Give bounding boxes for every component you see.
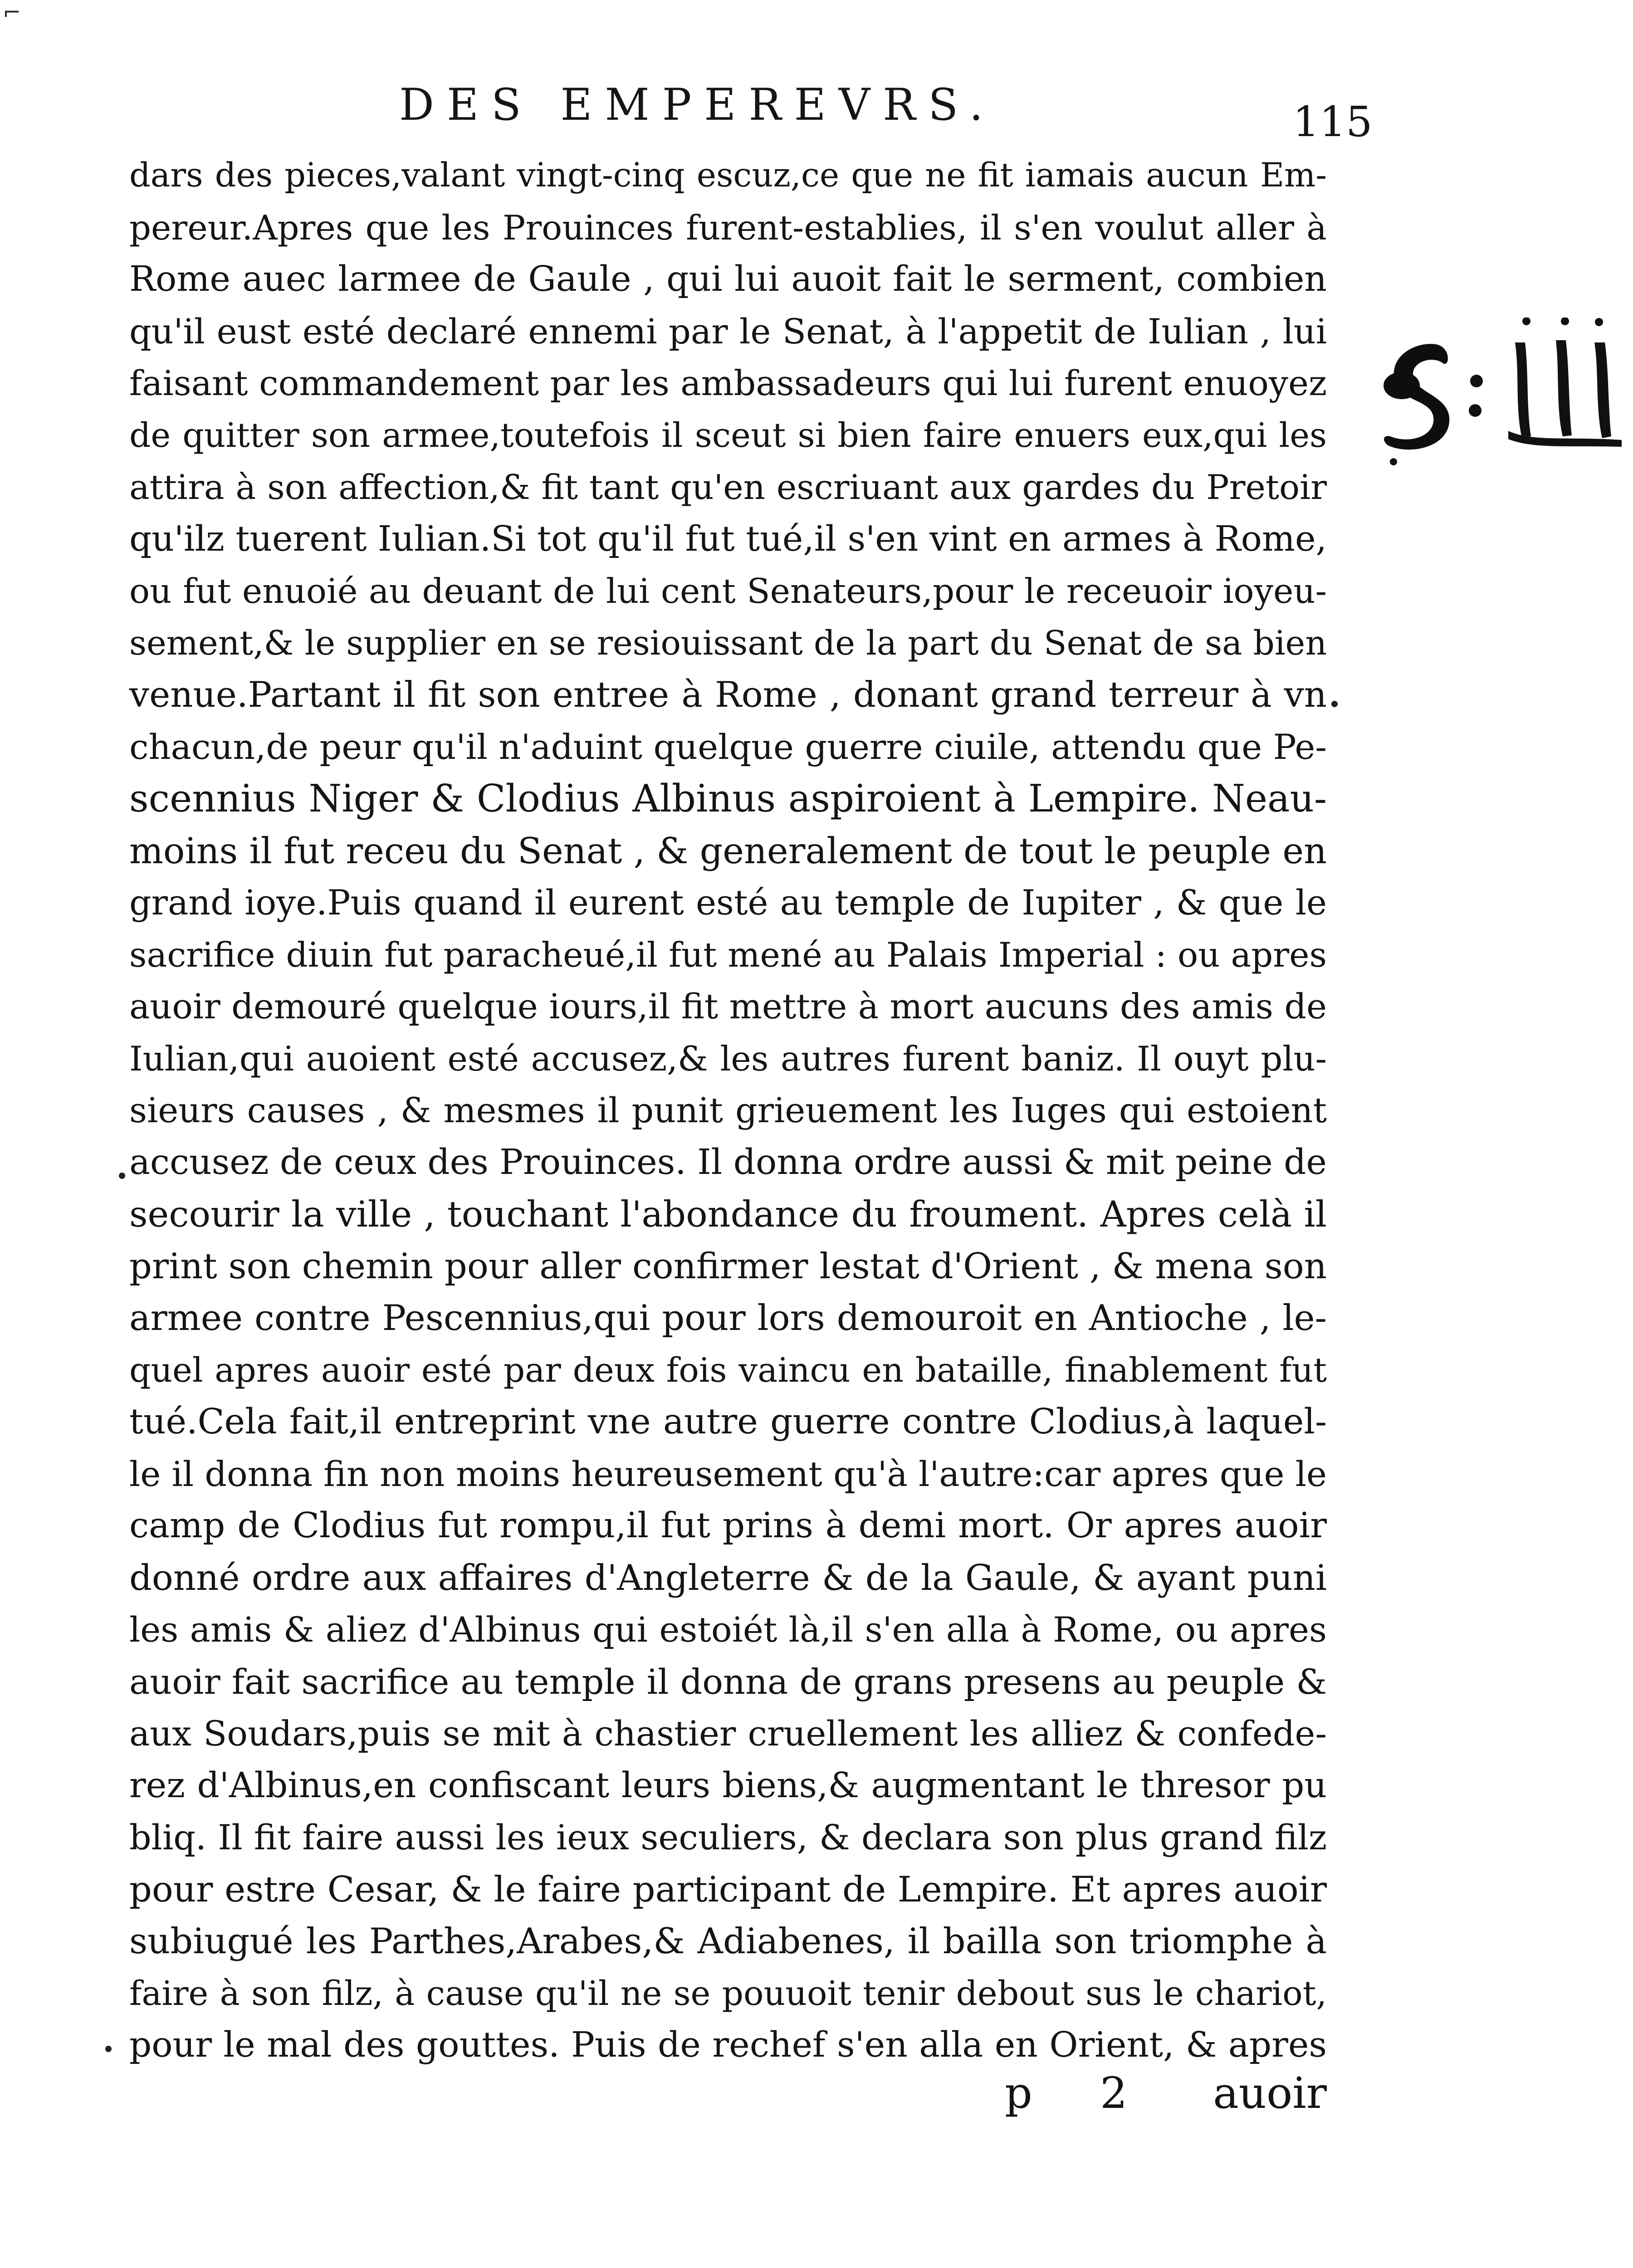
- text-line: tué.Cela fait,il entreprint vne autre guerre contre Clodius,à laquel-: [129, 1402, 1327, 1442]
- text-line: pour estre Cesar, & le faire participant de Lempire. Et apres auoir: [129, 1869, 1327, 1910]
- body-text: [129, 150, 1327, 2072]
- text-line: moins il fut receu du Senat , & generalement de tout le peuple en: [129, 830, 1327, 872]
- text-line: armee contre Pescennius,qui pour lors demouroit en Antioche , le-: [129, 1298, 1327, 1339]
- text-line: dars des pieces,valant vingt-cinq escuz,ce que ne fit iamais aucun Em-: [129, 156, 1327, 195]
- text-line: chacun,de peur qu'il n'aduint quelque guerre ciuile, attendu que Pe-: [129, 726, 1327, 767]
- corner-scan-mark-icon: ⌐: [3, 0, 21, 25]
- text-line: faisant commandement par les ambassadeurs qui lui furent enuoyez: [129, 363, 1327, 403]
- stray-ink-dot: [1331, 701, 1338, 707]
- stray-ink-dot: [119, 1173, 125, 1179]
- text-line: camp de Clodius fut rompu,il fut prins à demi mort. Or apres auoir: [129, 1505, 1327, 1546]
- text-line: aux Soudars,puis se mit à chastier cruellement les alliez & confede-: [129, 1713, 1327, 1754]
- text-line: de quitter son armee,toutefois il sceut si bien faire enuers eux,qui les: [129, 415, 1327, 455]
- text-line: les amis & aliez d'Albinus qui estoiét là,il s'en alla à Rome, ou apres: [129, 1609, 1327, 1650]
- page-footer: [1005, 2068, 1327, 2118]
- text-line: pour le mal des gouttes. Puis de rechef s'en alla en Orient, & apres: [129, 2025, 1327, 2065]
- text-line: ou fut enuoié au deuant de lui cent Senateurs,pour le receuoir ioyeu-: [129, 571, 1327, 611]
- text-line: attira à son affection,& fit tant qu'en escriuant aux gardes du Pretoir: [129, 467, 1327, 507]
- text-line: print son chemin pour aller confirmer lestat d'Orient , & mena son: [129, 1246, 1327, 1287]
- text-line: sacrifice diuin fut paracheué,il fut mené au Palais Imperial : ou apres: [129, 934, 1327, 975]
- text-line: pereur.Apres que les Prouinces furent-establies, il s'en voulut aller à: [129, 207, 1327, 248]
- text-line: grand ioye.Puis quand il eurent esté au temple de Iupiter , & que le: [129, 882, 1327, 923]
- handwritten-ink-mark-icon: [1370, 318, 1633, 481]
- signature-mark: p: [1005, 2068, 1032, 2118]
- text-line: faire à son filz, à cause qu'il ne se pouuoit tenir debout sus le chariot,: [129, 1974, 1327, 2013]
- text-line: Iulian,qui auoient esté accusez,& les autres furent baniz. Il ouyt plu-: [129, 1038, 1327, 1079]
- text-line: accusez de ceux des Prouinces. Il donna ordre aussi & mit peine de: [129, 1142, 1327, 1183]
- text-line: sement,& le supplier en se resiouissant de la part du Senat de sa bien: [129, 623, 1327, 663]
- text-line: venue.Partant il fit son entree à Rome , donant grand terreur à vn: [129, 675, 1327, 715]
- text-line: scennius Niger & Clodius Albinus aspiroient à Lempire. Neau-: [129, 777, 1327, 821]
- text-line: bliq. Il fit faire aussi les ieux seculiers, & declara son plus grand filz: [129, 1817, 1327, 1857]
- catchword: auoir: [1213, 2068, 1327, 2118]
- stray-ink-dot: [105, 2046, 112, 2052]
- text-line: Rome auec larmee de Gaule , qui lui auoit fait le serment, combien: [129, 259, 1327, 299]
- text-line: auoir demouré quelque iours,il fit mettre à mort aucuns des amis de: [129, 986, 1327, 1026]
- text-line: sieurs causes , & mesmes il punit grieuement les Iuges qui estoient: [129, 1090, 1327, 1130]
- text-line: qu'ilz tuerent Iulian.Si tot qu'il fut tué,il s'en vint en armes à Rome,: [129, 518, 1327, 559]
- text-line: donné ordre aux affaires d'Angleterre & de la Gaule, & ayant puni: [129, 1557, 1327, 1598]
- text-line: qu'il eust esté declaré ennemi par le Senat, à l'appetit de Iulian , lui: [129, 311, 1327, 352]
- text-line: secourir la ville , touchant l'abondance du froument. Apres celà il: [129, 1193, 1327, 1235]
- text-line: le il donna fin non moins heureusement qu'à l'autre:car apres que le: [129, 1453, 1327, 1494]
- running-head: DES EMPEREVRS.: [399, 79, 996, 130]
- text-line: quel apres auoir esté par deux fois vaincu en bataille, finablement fut: [129, 1350, 1327, 1390]
- text-line: auoir fait sacrifice au temple il donna de grans presens au peuple &: [129, 1661, 1327, 1702]
- text-line: subiugué les Parthes,Arabes,& Adiabenes, il bailla son triomphe à: [129, 1921, 1327, 1962]
- signature-number: 2: [1100, 2068, 1128, 2118]
- text-line: rez d'Albinus,en confiscant leurs biens,& augmentant le thresor pu: [129, 1765, 1327, 1806]
- page-number: 115: [1293, 98, 1373, 146]
